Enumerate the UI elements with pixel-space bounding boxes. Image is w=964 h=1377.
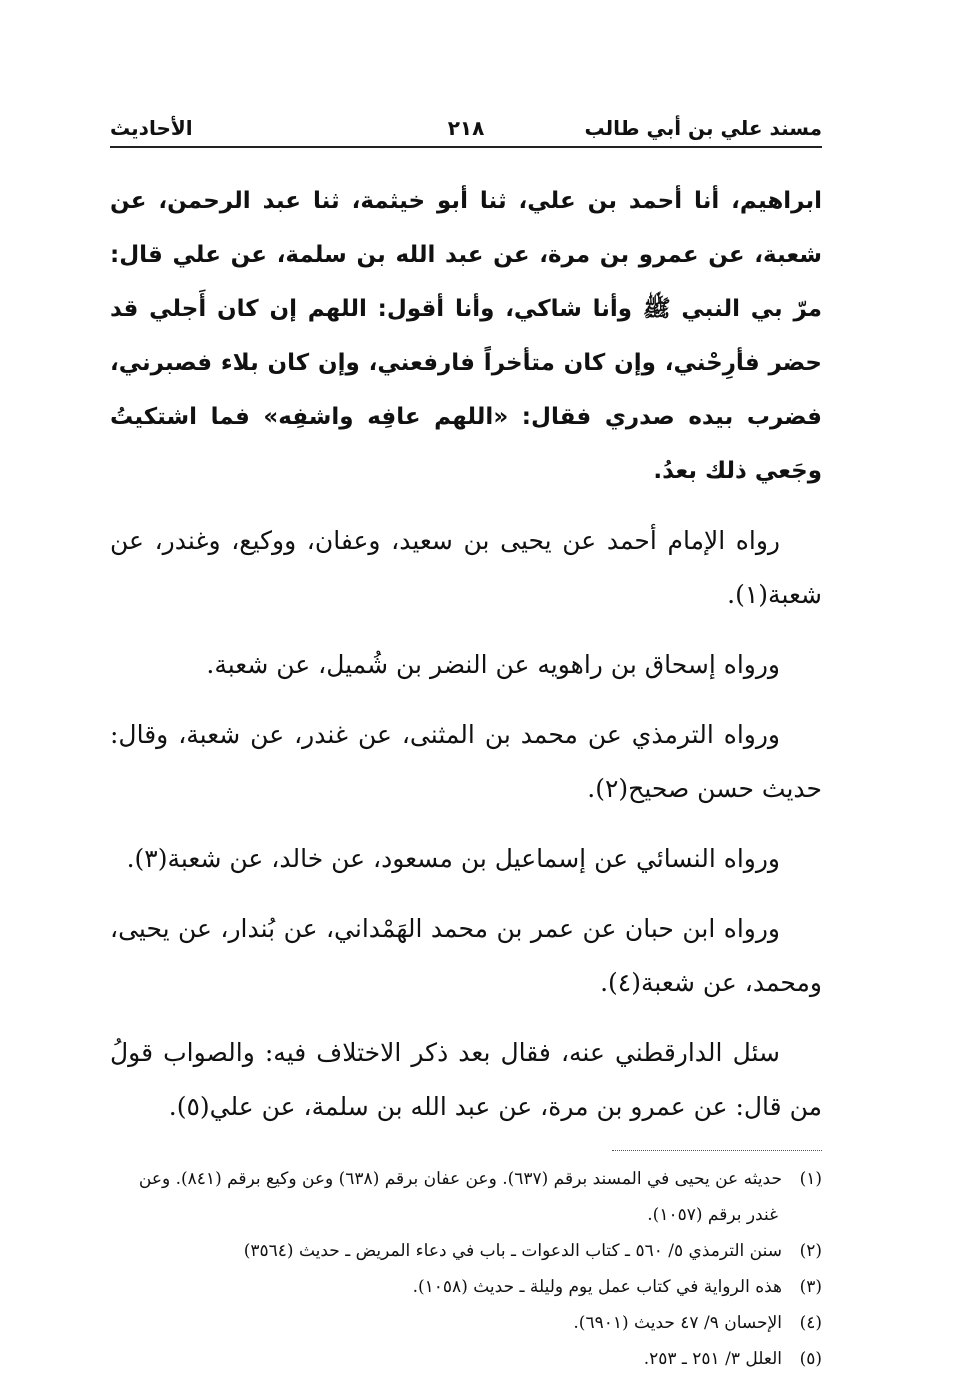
running-header [110, 108, 822, 148]
narration-paragraph: ورواه ابن حبان عن عمر بن محمد الهَمْداني، عن بُندار، عن يحيى، ومحمد، عن شعبة(٤). [110, 914, 822, 997]
footnotes [110, 1161, 822, 1377]
footnote-number: (٣) [799, 1277, 822, 1297]
narration-paragraph: ورواه إسحاق بن راهويه عن النضر بن شُميل، عن شعبة. [206, 650, 780, 679]
footnote-number: (٤) [799, 1313, 822, 1333]
narration-paragraph: ورواه الترمذي عن محمد بن المثنى، عن غندر، عن شعبة، وقال: حديث حسن صحيح(٢). [110, 720, 822, 803]
footnote-separator [612, 1150, 822, 1151]
footnote-text: حديثه عن يحيى في المسند برقم (٦٣٧). وعن عفان برقم (٦٣٨) وعن وكيع برقم (٨٤١). وعن غندر برقم (١٠٥٧). [138, 1169, 782, 1225]
footnote-number: (٥) [799, 1349, 822, 1369]
narration-paragraph: رواه الإمام أحمد عن يحيى بن سعيد، وعفان، ووكيع، وغندر، عن شعبة(١). [110, 526, 822, 609]
page-number: ٢١٨ [447, 116, 485, 140]
footnote-text: الإحسان ٩/ ٤٧ حديث (٦٩٠١). [573, 1313, 782, 1333]
header-section-title: الأحاديث [110, 116, 193, 140]
footnote [110, 1341, 822, 1377]
footnote [110, 1269, 822, 1305]
footnote-text: العلل ٣/ ٢٥١ ـ ٢٥٣. [643, 1349, 782, 1369]
narration-paragraph: ورواه النسائي عن إسماعيل بن مسعود، عن خالد، عن شعبة(٣). [126, 844, 780, 873]
header-book-title: مسند علي بن أبي طالب [584, 116, 822, 140]
footnote-text: هذه الرواية في كتاب عمل يوم وليلة ـ حديث (١٠٥٨). [412, 1277, 782, 1297]
footnote-number: (١) [799, 1169, 822, 1189]
footnote-text: سنن الترمذي ٥/ ٥٦٠ ـ كتاب الدعوات ـ باب في دعاء المريض ـ حديث (٣٥٦٤) [243, 1241, 782, 1261]
footnote [110, 1305, 822, 1341]
footnote [110, 1161, 822, 1233]
daraqutni-paragraph: سئل الدارقطني عنه، فقال بعد ذكر الاختلاف فيه: والصواب قولُ من قال: عن عمرو بن مرة، عن عبد الله بن سلمة، عن علي(٥). [110, 1038, 822, 1121]
hadith-text: ابراهيم، أنا أحمد بن علي، ثنا أبو خيثمة، ثنا عبد الرحمن، عن شعبة، عن عمرو بن مرة، عن عبد الله بن سلمة، عن علي قال: مرّ بي النبي ﷺ وأنا شاكي، وأنا أقول: اللهم إن كان أَجلي قد حضر فأرِحْني، وإن كان متأخراً فارفعني، وإن كان بلاء فصبرني، فضرب بيده صدري فقال: «اللهم عافِه واشفِه» فما اشتكيتُ وجَعي ذلك بعدُ. [110, 188, 822, 484]
footnote-number: (٢) [799, 1241, 822, 1261]
page [110, 108, 822, 1377]
main-text [110, 174, 822, 1134]
footnote [110, 1233, 822, 1269]
